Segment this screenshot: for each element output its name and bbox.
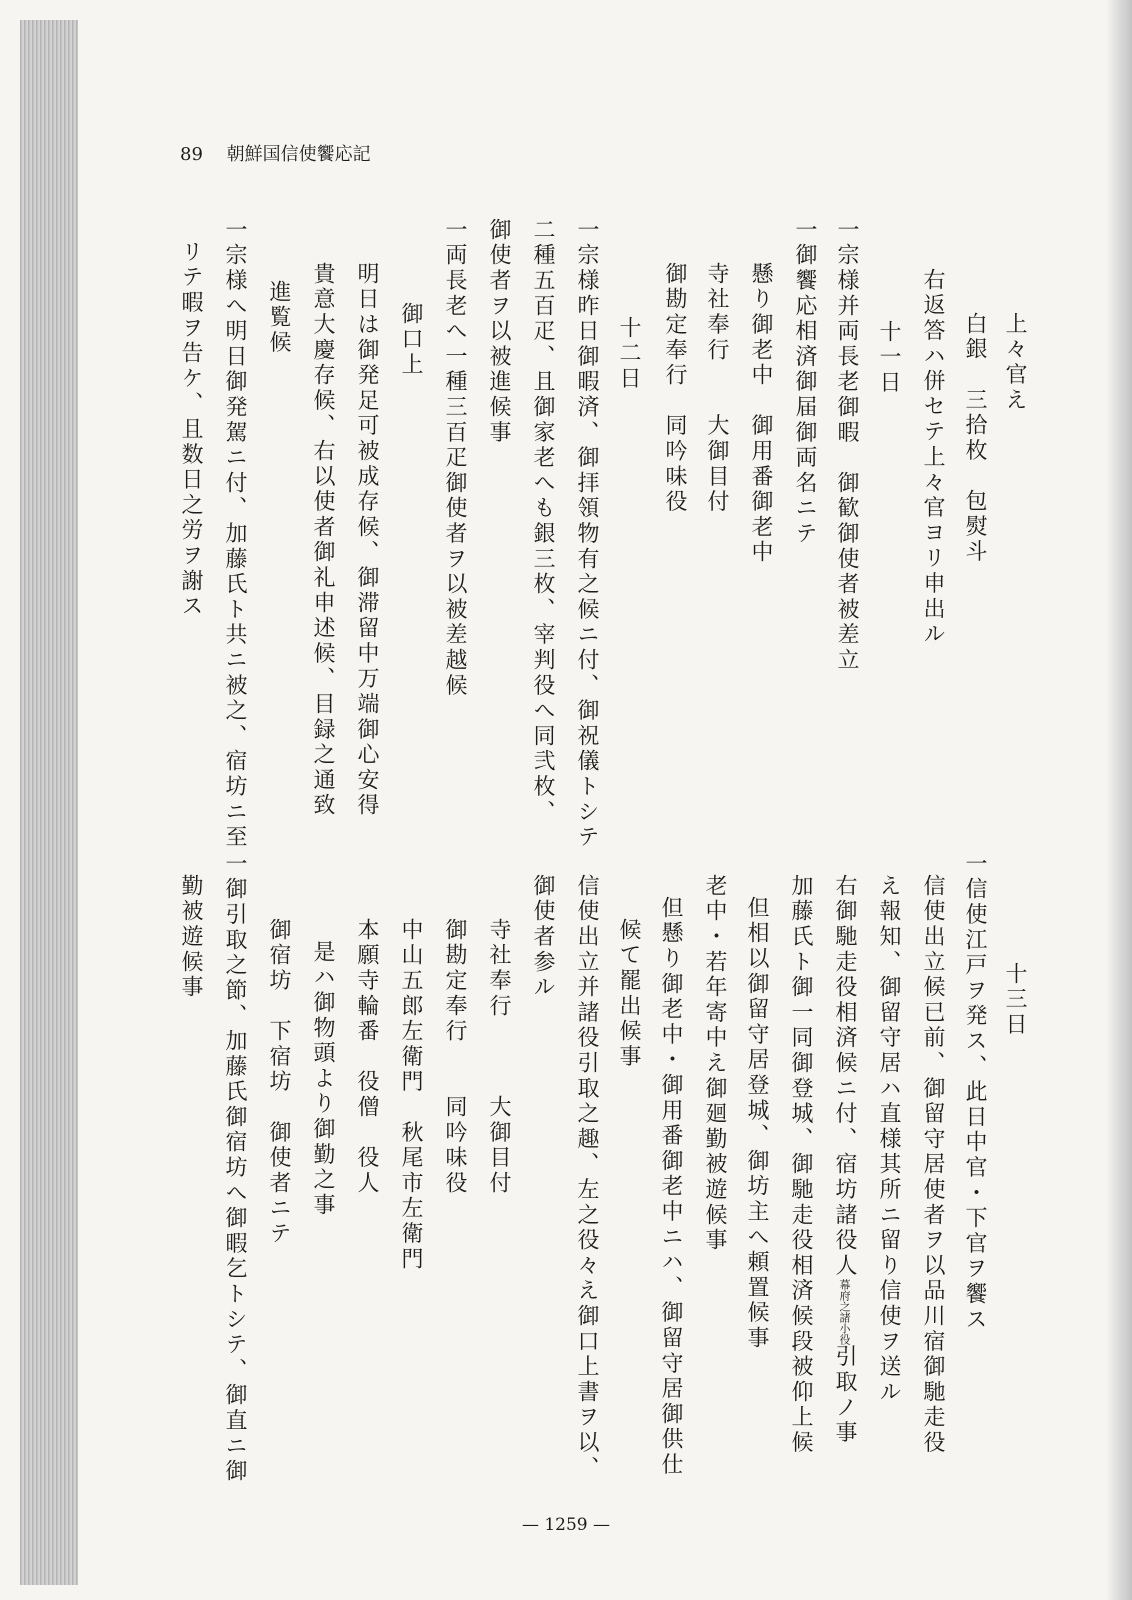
text-column: 白銀 三拾枚 包熨斗 <box>962 312 987 565</box>
text-column: 進覧候 <box>266 280 291 356</box>
text-column: 一信使江戸ヲ発ス、此日中官・下官ヲ饗ス <box>962 852 987 1333</box>
text-column: 加藤氏ト御一同御登城、御馳走役相済候段被仰上候 <box>788 874 813 1456</box>
text-column: 中山五郎左衛門 秋尾市左衛門 <box>398 918 423 1273</box>
page-edge-shadow <box>1106 0 1132 1600</box>
text-column: 御使者参ル <box>530 874 555 1001</box>
text-column: 但相以御留守居登城、御坊主へ頼置候事 <box>744 896 769 1352</box>
text-column: 候て罷出候事 <box>616 918 641 1070</box>
text-column-with-warichu <box>830 874 856 1446</box>
text-segment: 右御馳走役相済候ニ付、宿坊諸役人 <box>832 874 857 1279</box>
text-column: 信使出立候已前、御留守居使者ヲ以品川宿御馳走役 <box>920 874 945 1456</box>
text-column: リテ暇ヲ告ケ、且数日之労ヲ謝ス <box>178 240 203 620</box>
warichu-note-left: 諸小役 <box>838 1311 851 1345</box>
text-column: 寺社奉行 大御目付 <box>704 262 729 515</box>
section-heading: 十二日 <box>616 316 641 392</box>
text-column: 御口上 <box>398 302 423 378</box>
text-column: 一御饗応相済御届御両名ニテ <box>792 218 817 547</box>
text-column: 但懸り御老中・御用番御老中ニハ、御留守居御供仕 <box>658 896 683 1478</box>
text-column: 御宿坊 下宿坊 御使者ニテ <box>266 918 291 1247</box>
text-column: 本願寺輪番 役僧 役人 <box>354 918 379 1197</box>
running-header <box>180 140 371 170</box>
text-column: 信使出立并諸役引取之趣、左之役々え御口上書ヲ以、 <box>574 874 599 1482</box>
text-column: 貴意大慶存候、右以使者御礼申述候、目録之通致 <box>310 262 335 819</box>
text-column: 右返答ハ併セテ上々官ヨリ申出ル <box>920 268 945 648</box>
text-column: 懸り御老中 御用番御老中 <box>748 262 773 566</box>
text-column: 上々官え <box>1002 312 1027 414</box>
text-column: 寺社奉行 大御目付 <box>486 918 511 1197</box>
text-column: 勤被遊候事 <box>178 874 203 1001</box>
text-column: 御使者ヲ以被進候事 <box>486 218 511 446</box>
section-heading: 十一日 <box>876 320 901 396</box>
text-column: 御勘定奉行 同吟味役 <box>442 918 467 1197</box>
text-column: 老中・若年寄中え御廻勤被遊候事 <box>702 874 727 1254</box>
text-column: 是ハ御物頭より御勤之事 <box>310 940 335 1219</box>
text-column: 御勘定奉行 同吟味役 <box>662 262 687 515</box>
text-segment: 引取ノ事 <box>832 1344 857 1447</box>
text-column: 一宗様へ明日御発駕ニ付、加藤氏ト共ニ被之、宿坊ニ至 <box>222 218 247 851</box>
text-column: 一両長老へ一種三百疋御使者ヲ以被差越候 <box>442 218 467 699</box>
section-heading: 十三日 <box>1002 962 1027 1038</box>
text-column: 一宗様昨日御暇済、御拝領物有之候ニ付、御祝儀トシテ <box>574 218 599 851</box>
text-column: 二種五百疋、且御家老へも銀三枚、宰判役へ同弐枚、 <box>530 218 555 826</box>
header-title: 朝鮮国信使饗応記 <box>226 144 371 165</box>
footer-page-number: — 1259 — <box>521 1515 611 1535</box>
text-column: 明日は御発足可被成存候、御滞留中万端御心安得 <box>354 262 379 819</box>
text-column: 一宗様并両長老御暇 御歓御使者被差立 <box>834 218 859 674</box>
text-column: え報知、御留守居ハ直様其所ニ留り信使ヲ送ル <box>876 874 901 1406</box>
book-binding-shadow <box>20 20 78 1585</box>
text-column: 一御引取之節、加藤氏御宿坊へ御暇乞トシテ、御直ニ御 <box>222 852 247 1485</box>
header-page-number: 89 <box>180 144 203 165</box>
warichu-note-right: 幕府之 <box>838 1278 851 1312</box>
